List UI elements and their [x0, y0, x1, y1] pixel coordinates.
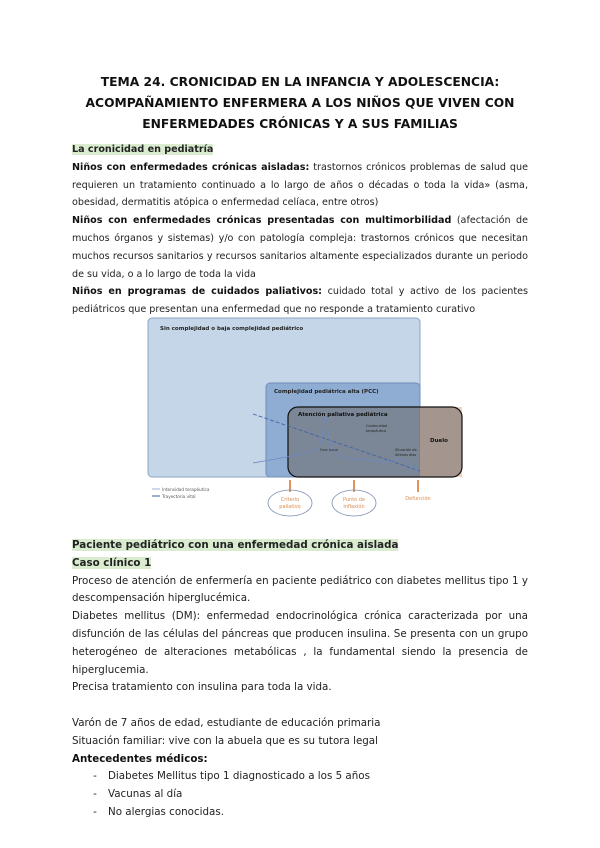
annotation: Continuidad [366, 424, 388, 428]
list-item: - Diabetes Mellitus tipo 1 diagnosticado a los 5 años [72, 768, 528, 786]
section-heading: La cronicidad en pediatría [72, 144, 214, 155]
title-line: ACOMPAÑAMIENTO ENFERMERA A LOS NIÑOS QUE VIVEN CON [85, 96, 515, 110]
term: Niños con enfermedades crónicas aisladas: [72, 161, 310, 173]
section-case [72, 537, 528, 822]
definition: (afectación de muchos órganos y sistemas) y/o con patología compleja: trastornos crónicos que necesitan muchos recursos sanitarios y recursos sanitarios altamente especializados durante un periodo de su vida, o a lo largo de toda la vida [72, 215, 528, 280]
milestone-label: Defunción [405, 496, 431, 502]
definition: trastornos crónicos problemas de salud que requieren un tratamiento continuado a lo largo de años o décadas o toda la vida» (asma, obesidad, dermatitis atópica o enfermedad celíaca, entre otros) [72, 161, 529, 209]
pcc-label: Complejidad pediátrica alta (PCC) [274, 389, 379, 395]
subheading: Antecedentes médicos: [72, 752, 208, 765]
annotation: terapéutica [366, 429, 387, 433]
milestone-ellipse [268, 490, 312, 516]
milestone-label: Criterio [280, 497, 300, 503]
milestone-label: inflexión [343, 504, 365, 510]
milestone-label: Punto de [342, 497, 366, 503]
paragraph: Precisa tratamiento con insulina para toda la vida. [72, 681, 332, 694]
legend-label: Trayectoria vital [162, 494, 196, 499]
term: Niños en programas de cuidados paliativos: [72, 286, 323, 298]
paragraph: Diabetes mellitus (DM): enfermedad endocrinológica crónica caracterizada por una disfunción de las células del páncreas que producen insulina. Se presenta con un grupo heterogéneo de alteraciones metabólicas , la fundamental siendo la presencia de hiperglucemia. [72, 610, 528, 676]
title-line: TEMA 24. CRONICIDAD EN LA INFANCIA Y ADOLESCENCIA: [100, 75, 500, 89]
outer-label: Sin complejidad o baja complejidad pediátrico [160, 326, 304, 332]
milestone-label: paliativo [279, 504, 301, 510]
term: Niños con enfermedades crónicas presentadas con multimorbilidad [72, 215, 452, 227]
duelo-label: Duelo [430, 438, 448, 444]
paragraph: Varón de 7 años de edad, estudiante de educación primaria [72, 716, 381, 729]
definition: cuidado total y activo de los pacientes pediátricos que presentan una enfermedad que no responde a tratamiento curativo [72, 286, 528, 316]
annotation: Situación de [395, 448, 417, 452]
list-item: - No alergias conocidas. [72, 804, 528, 822]
case-heading: Caso clínico 1 [72, 556, 152, 569]
legend-label: Intensidad terapéutica [162, 487, 210, 492]
section-heading: Paciente pediátrico con una enfermedad crónica aislada [72, 539, 399, 551]
title-line: ENFERMEDADES CRÓNICAS Y A SUS FAMILIAS [142, 117, 458, 131]
list-item: - Vacunas al día [72, 786, 528, 804]
annotation: últimos días [395, 453, 417, 457]
list-item-text: No alergias conocidas. [108, 805, 224, 818]
paragraph: Situación familiar: vive con la abuela que es su tutora legal [72, 734, 378, 747]
paragraph: Proceso de atención de enfermería en paciente pediátrico con diabetes mellitus tipo 1 y descompensación hiperglucémica. [72, 574, 528, 605]
annotation: Fase basal [320, 448, 339, 452]
palliative-label: Atención paliativa pediátrica [298, 412, 388, 418]
list-item-text: Vacunas al día [108, 788, 183, 801]
list-item-text: Diabetes Mellitus tipo 1 diagnosticado a los 5 años [108, 770, 370, 783]
milestone-ellipse [332, 490, 376, 516]
